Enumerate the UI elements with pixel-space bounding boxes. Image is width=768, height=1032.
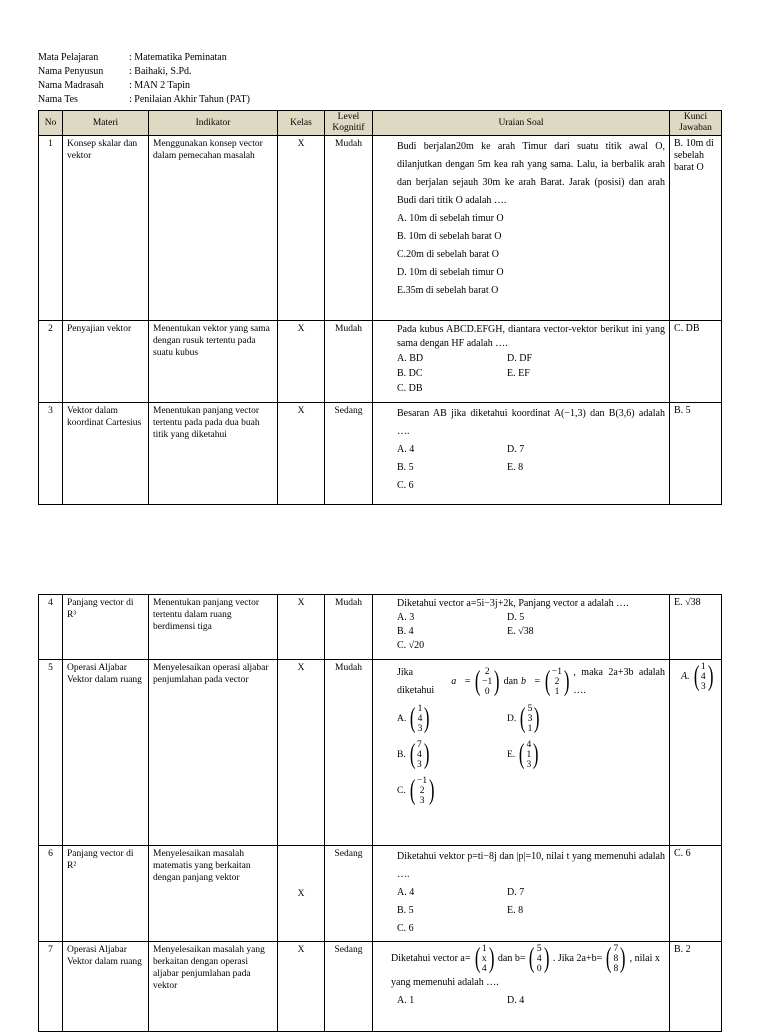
- row-indikator: Menggunakan konsep vector dalam pemecahan masalah: [149, 136, 278, 321]
- row-uraian: [373, 660, 670, 846]
- options: [397, 210, 665, 300]
- tes-value: : Penilaian Akhir Tahun (PAT): [129, 94, 250, 105]
- row-kunci: C. 6: [670, 846, 722, 942]
- option: A. 10m di sebelah timur O: [397, 213, 504, 224]
- option: B. 5: [397, 462, 414, 473]
- vec-entry: 8: [613, 954, 619, 964]
- vec-entry: 0: [484, 687, 490, 697]
- row-kelas: X: [278, 846, 325, 942]
- option: C. 6: [397, 480, 414, 491]
- option: D. ( 5 3 1 ): [507, 703, 540, 734]
- vec-entry: 1: [554, 687, 560, 697]
- col-no: No: [39, 111, 63, 136]
- option: C. √20: [397, 640, 425, 651]
- row-indikator: Menentukan panjang vector tertentu pada pada dua buah titik yang diketahui: [149, 403, 278, 505]
- row-uraian: [373, 321, 670, 403]
- row-materi: Penyajian vektor: [63, 321, 149, 403]
- option: E.35m di sebelah barat O: [397, 285, 499, 296]
- vec-entry: −1: [482, 677, 493, 687]
- row-level: Mudah: [325, 136, 373, 321]
- options: [397, 704, 665, 806]
- vec-entry: 3: [419, 796, 425, 806]
- option: A. ( 1 4 3 ): [397, 703, 430, 734]
- option: A. 1: [397, 995, 415, 1006]
- options: [397, 441, 665, 495]
- row-kunci: B. 5: [670, 403, 722, 505]
- option: A. BD: [397, 353, 424, 364]
- option: B. 4: [397, 626, 414, 637]
- option-label: A.: [397, 714, 407, 724]
- vector-a: ( 1 x 4 ): [474, 943, 495, 974]
- table-row: [39, 321, 722, 403]
- option: B. 10m di sebelah barat O: [397, 231, 502, 242]
- vec-entry: 2: [419, 786, 425, 796]
- vec-entry: 4: [417, 750, 422, 760]
- row-materi: Konsep skalar dan vektor: [63, 136, 149, 321]
- option: B. DC: [397, 368, 423, 379]
- option: B. ( 7 4 3 ): [397, 739, 430, 770]
- question-text: Jika diketahui a⃗= ( 2 −1 0 ) dan b⃗= ( −1 2 1 ) , maka 2a+3b adalah ….: [397, 664, 665, 700]
- vec-entry: 2: [554, 677, 560, 687]
- option: E. EF: [507, 368, 530, 379]
- document-header: [38, 51, 250, 107]
- vec-entry: −1: [551, 667, 563, 677]
- row-no: 6: [39, 846, 63, 942]
- mapel-value: : Matematika Peminatan: [129, 52, 227, 63]
- col-materi: Materi: [63, 111, 149, 136]
- vec-entry: 0: [536, 964, 542, 974]
- row-no: 2: [39, 321, 63, 403]
- question-text: Diketahui vektor p=ti−8j dan |p|=10, nilai t yang memenuhi adalah ….: [397, 851, 665, 880]
- row-materi: Vektor dalam koordinat Cartesius: [63, 403, 149, 505]
- row-kunci: B. 2: [670, 942, 722, 1032]
- question-tail: yang memenuhi adalah ….: [391, 977, 499, 988]
- option: A. 4: [397, 887, 415, 898]
- row-kunci: B. 10m di sebelah barat O: [670, 136, 722, 321]
- question-mid: dan b=: [497, 953, 526, 964]
- row-indikator: Menyelesaikan masalah yang berkaitan dengan operasi aljabar penjumlahan pada vektor: [149, 942, 278, 1032]
- vec-entry: 7: [417, 740, 422, 750]
- row-no: 1: [39, 136, 63, 321]
- row-kelas: X: [278, 403, 325, 505]
- table-row: [39, 660, 722, 846]
- row-level: Mudah: [325, 660, 373, 846]
- col-level: Level Kognitif: [325, 111, 373, 136]
- row-indikator: Menyelesaikan masalah matematis yang berkaitan dengan panjang vektor: [149, 846, 278, 942]
- option: D. 4: [507, 995, 525, 1006]
- vec-entry: 1: [527, 724, 533, 734]
- row-indikator: Menentukan panjang vector tertentu dalam ruang berdimensi tiga: [149, 595, 278, 660]
- penyusun-label: Nama Penyusun: [38, 66, 104, 77]
- vec-entry: 2: [484, 667, 490, 677]
- madrasah-label: Nama Madrasah: [38, 80, 104, 91]
- vec-entry: 4: [481, 964, 487, 974]
- question-text: Budi berjalan20m ke arah Timur dari suatu titik awal O, dilanjutkan dengan 5m kea rah yang sama. Lalu, ia berbalik arah dan berjalan sejauh 30m ke arah Barat. Jarak (posisi) dan arah Budi dari titik O adalah ….: [397, 141, 665, 206]
- option: A. 3: [397, 612, 415, 623]
- row-no: 3: [39, 403, 63, 505]
- row-kunci: C. DB: [670, 321, 722, 403]
- table-row: [39, 595, 722, 660]
- options: [397, 884, 665, 938]
- option: C. 6: [397, 923, 414, 934]
- vec-entry: 4: [526, 740, 532, 750]
- option: D. 5: [507, 612, 525, 623]
- vec-entry: 1: [700, 662, 706, 672]
- madrasah-value: : MAN 2 Tapin: [129, 80, 191, 91]
- vec-entry: 1: [481, 944, 487, 954]
- vec-entry: 3: [700, 682, 706, 692]
- vector-c: ( 7 8 8 ): [606, 943, 626, 974]
- vec-entry: 3: [417, 724, 423, 734]
- question-table-page-1: [38, 110, 722, 505]
- row-level: Sedang: [325, 403, 373, 505]
- row-no: 5: [39, 660, 63, 846]
- vec-entry: −1: [417, 776, 428, 786]
- col-uraian: Uraian Soal: [373, 111, 670, 136]
- options: [397, 611, 665, 653]
- vec-entry: 1: [526, 750, 532, 760]
- option-label: D.: [507, 714, 517, 724]
- question-text: Pada kubus ABCD.EFGH, diantara vector-vektor berikut ini yang sama dengan HF adalah ….: [397, 324, 665, 349]
- row-indikator: Menentukan vektor yang sama dengan rusuk tertentu pada suatu kubus: [149, 321, 278, 403]
- table-row: [39, 136, 722, 321]
- mapel-label: Mata Pelajaran: [38, 52, 99, 63]
- row-materi: Operasi Aljabar Vektor dalam ruang: [63, 660, 149, 846]
- row-uraian: [373, 595, 670, 660]
- row-level: Sedang: [325, 846, 373, 942]
- question-mid: dan: [503, 676, 519, 687]
- option: C. DB: [397, 383, 423, 394]
- vec-entry: x: [481, 954, 487, 964]
- row-uraian: [373, 403, 670, 505]
- options: [391, 992, 665, 1010]
- row-materi: Operasi Aljabar Vektor dalam ruang: [63, 942, 149, 1032]
- row-materi: Panjang vector di R³: [63, 595, 149, 660]
- option: D. 7: [507, 887, 525, 898]
- row-kelas: X: [278, 595, 325, 660]
- option: C. ( −1 2 3 ): [397, 775, 435, 806]
- question-text: [391, 944, 665, 974]
- vec-entry: 4: [536, 954, 542, 964]
- kunci-label: A.: [680, 671, 690, 682]
- option: C.20m di sebelah barat O: [397, 249, 499, 260]
- vec-entry: 4: [700, 672, 706, 682]
- vector-a: ( 2 −1 0 ): [474, 666, 500, 697]
- row-uraian: [373, 136, 670, 321]
- row-level: Sedang: [325, 942, 373, 1032]
- vec-entry: 5: [536, 944, 542, 954]
- vec-entry: 3: [417, 760, 422, 770]
- question-text: Besaran AB jika diketahui koordinat A(−1,3) dan B(3,6) adalah ….: [397, 408, 665, 437]
- row-kunci: A. ( 1 4 3 ): [670, 660, 722, 846]
- table-row: [39, 403, 722, 505]
- question-pre: Diketahui vector a=: [391, 953, 471, 964]
- question-text: Diketahui vector a=5i−3j+2k, Panjang vector a adalah ….: [397, 598, 629, 609]
- row-no: 7: [39, 942, 63, 1032]
- vec-entry: 5: [527, 704, 533, 714]
- vec-entry: 7: [613, 944, 619, 954]
- option: D. 10m di sebelah timur O: [397, 267, 504, 278]
- option: E. 8: [507, 905, 524, 916]
- question-post: , maka 2a+3b adalah ….: [573, 667, 665, 696]
- table-row: [39, 942, 722, 1032]
- question-mid2: . Jika 2a+b=: [552, 953, 603, 964]
- table-row: [39, 846, 722, 942]
- row-uraian: [373, 846, 670, 942]
- penyusun-value: : Baihaki, S.Pd.: [129, 66, 192, 77]
- option-label: B.: [397, 750, 406, 760]
- row-uraian: [373, 942, 670, 1032]
- vec-entry: 3: [526, 760, 532, 770]
- option: D. DF: [507, 353, 533, 364]
- col-kunci: Kunci Jawaban: [670, 111, 722, 136]
- row-kelas: X: [278, 321, 325, 403]
- row-level: Mudah: [325, 321, 373, 403]
- option: E. 8: [507, 462, 524, 473]
- col-indikator: Indikator: [149, 111, 278, 136]
- row-kelas: X: [278, 136, 325, 321]
- option: E. ( 4 1 3 ): [507, 739, 539, 770]
- row-kunci: E. √38: [670, 595, 722, 660]
- question-pre: Jika diketahui: [397, 667, 435, 696]
- vec-entry: 1: [417, 704, 423, 714]
- vec-entry: 3: [527, 714, 533, 724]
- option: D. 7: [507, 444, 525, 455]
- row-kelas: X: [278, 942, 325, 1032]
- vec-entry: 4: [417, 714, 423, 724]
- question-post: , nilai x: [629, 953, 660, 964]
- option-label: E.: [507, 750, 516, 760]
- question-table-page-2: [38, 594, 722, 1032]
- row-no: 4: [39, 595, 63, 660]
- row-level: Mudah: [325, 595, 373, 660]
- vector-b: ( −1 2 1 ): [544, 666, 570, 697]
- vec-entry: 8: [613, 964, 619, 974]
- col-kelas: Kelas: [278, 111, 325, 136]
- row-kelas: X: [278, 660, 325, 846]
- row-materi: Panjang vector di R²: [63, 846, 149, 942]
- table-header-row: [39, 111, 722, 136]
- option: A. 4: [397, 444, 415, 455]
- option: B. 5: [397, 905, 414, 916]
- option-label: C.: [397, 786, 406, 796]
- row-indikator: Menyelesaikan operasi aljabar penjumlahan pada vector: [149, 660, 278, 846]
- vector-b: ( 5 4 0 ): [529, 943, 550, 974]
- option: E. √38: [507, 626, 534, 637]
- options: [397, 351, 665, 396]
- tes-label: Nama Tes: [38, 94, 78, 105]
